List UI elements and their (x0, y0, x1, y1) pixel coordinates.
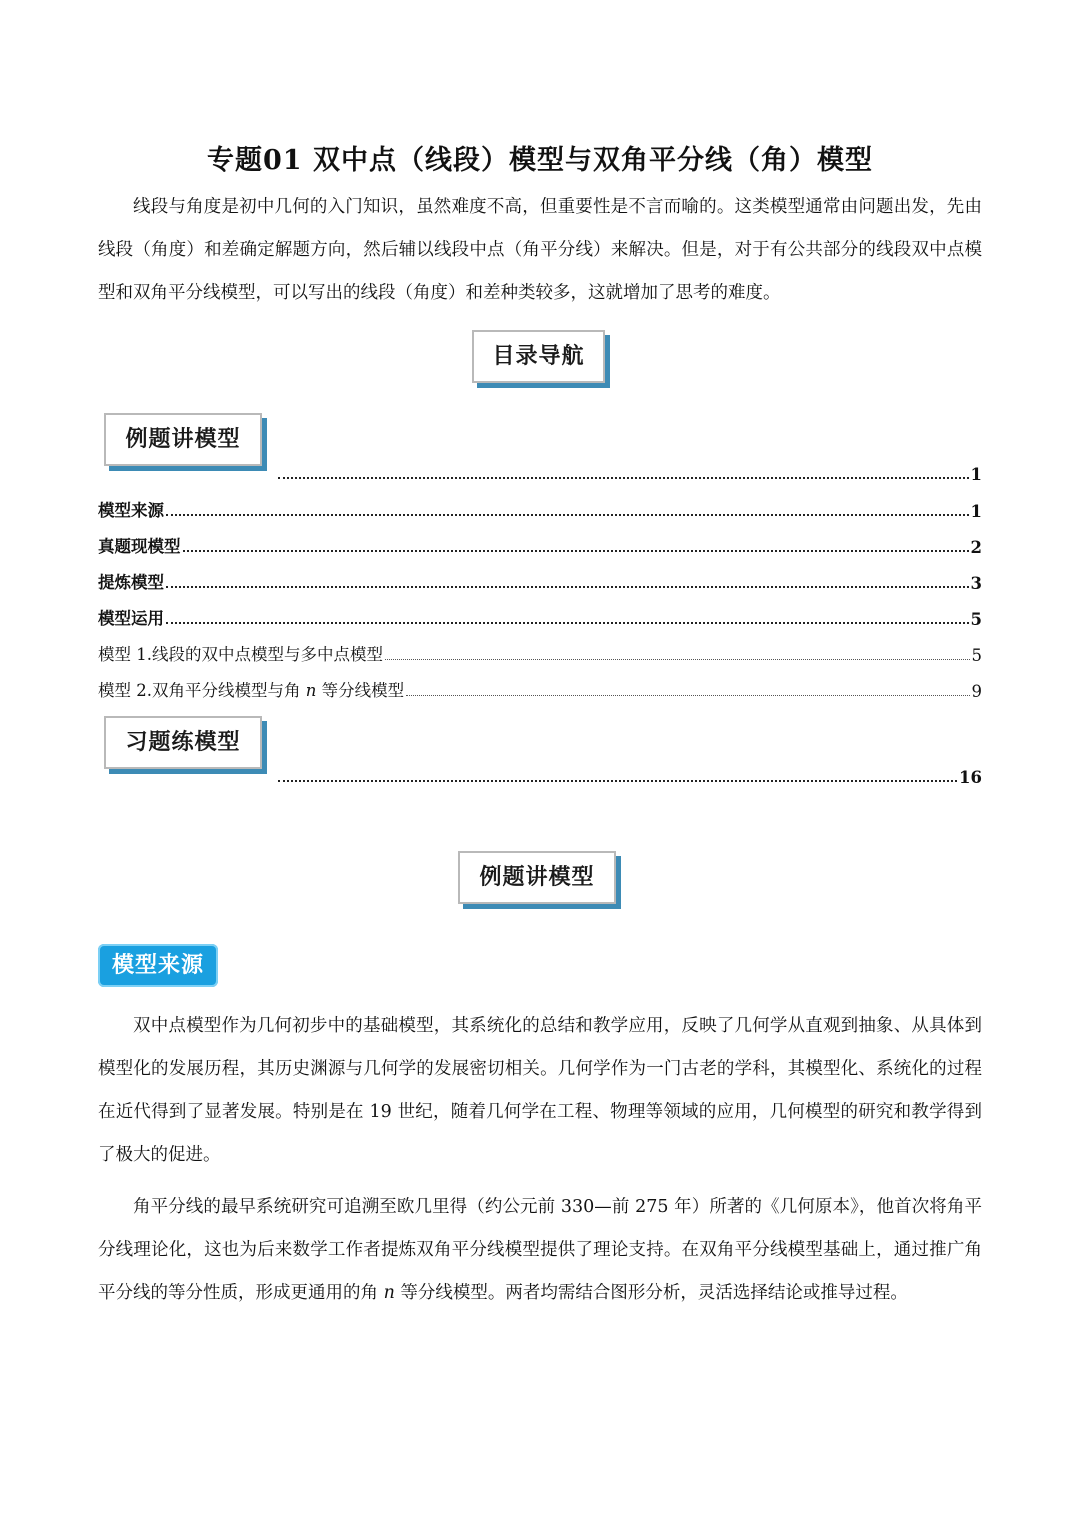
toc-section2-line[interactable] (276, 768, 982, 787)
toc-leader (385, 658, 970, 660)
toc-page-number: 16 (959, 768, 982, 787)
toc-section2-banner[interactable]: 习题练模型 (104, 716, 262, 769)
toc-section1-banner[interactable]: 例题讲模型 (104, 413, 262, 466)
toc-leader (278, 779, 957, 782)
toc-item[interactable] (98, 605, 982, 629)
section-banner: 例题讲模型 (458, 851, 616, 904)
toc-item-label: 模型来源 (98, 501, 164, 520)
toc-item-label: 模型运用 (98, 609, 164, 628)
toc-section1-line[interactable] (276, 465, 982, 484)
toc-leader (278, 476, 969, 479)
toc-page-number: 9 (971, 682, 982, 701)
toc-item[interactable] (98, 641, 982, 665)
toc-page-number: 1 (970, 502, 982, 521)
toc-page-number: 5 (971, 646, 982, 665)
toc-leader (183, 549, 969, 552)
toc-page-number: 2 (970, 538, 982, 557)
toc-item[interactable] (98, 533, 982, 557)
body-paragraph-1: 双中点模型作为几何初步中的基础模型，其系统化的总结和教学应用，反映了几何学从直观到抽象、从具体到模型化的发展历程，其历史渊源与几何学的发展密切相关。几何学作为一门古老的学科，其模型化、系统化的过程在近代得到了显著发展。特别是在 19 世纪，随着几何学在工程、物理等领域的应用，几何模型的研究和教学得到了极大的促进。 (98, 1016, 982, 1165)
toc-leader (166, 585, 969, 588)
toc-item-label: 模型 2.双角平分线模型与角 n 等分线模型 (98, 681, 405, 700)
toc-page-number: 1 (970, 465, 982, 484)
toc-item[interactable] (98, 677, 982, 701)
page-title: 专题01 双中点（线段）模型与双角平分线（角）模型 (207, 145, 873, 176)
toc-leader (406, 694, 969, 696)
toc-item[interactable] (98, 497, 982, 521)
toc-page-number: 3 (970, 574, 982, 593)
toc-item[interactable] (98, 569, 982, 593)
toc-item-label: 真题现模型 (98, 537, 181, 556)
model-source-badge: 模型来源 (98, 944, 218, 987)
toc-nav-banner: 目录导航 (472, 330, 605, 383)
intro-paragraph: 线段与角度是初中几何的入门知识，虽然难度不高，但重要性是不言而喻的。这类模型通常由问题出发，先由线段（角度）和差确定解题方向，然后辅以线段中点（角平分线）来解决。但是，对于有公共部分的线段双中点模型和双角平分线模型，可以写出的线段（角度）和差种类较多，这就增加了思考的难度。 (98, 197, 982, 303)
toc-leader (166, 513, 969, 516)
toc-page-number: 5 (970, 610, 982, 629)
toc-item-label: 模型 1.线段的双中点模型与多中点模型 (98, 645, 383, 664)
toc-leader (166, 621, 969, 624)
toc-item-label: 提炼模型 (98, 573, 164, 592)
body-paragraph-2: 角平分线的最早系统研究可追溯至欧几里得（约公元前 330—前 275 年）所著的《几何原本》，他首次将角平分线理论化，这也为后来数学工作者提炼双角平分线模型提供了理论支持。在双角平分线模型基础上，通过推广角平分线的等分性质，形成更通用的角 n 等分线模型。两者均需结合图形分析，灵活选择结论或推导过程。 (98, 1197, 982, 1303)
